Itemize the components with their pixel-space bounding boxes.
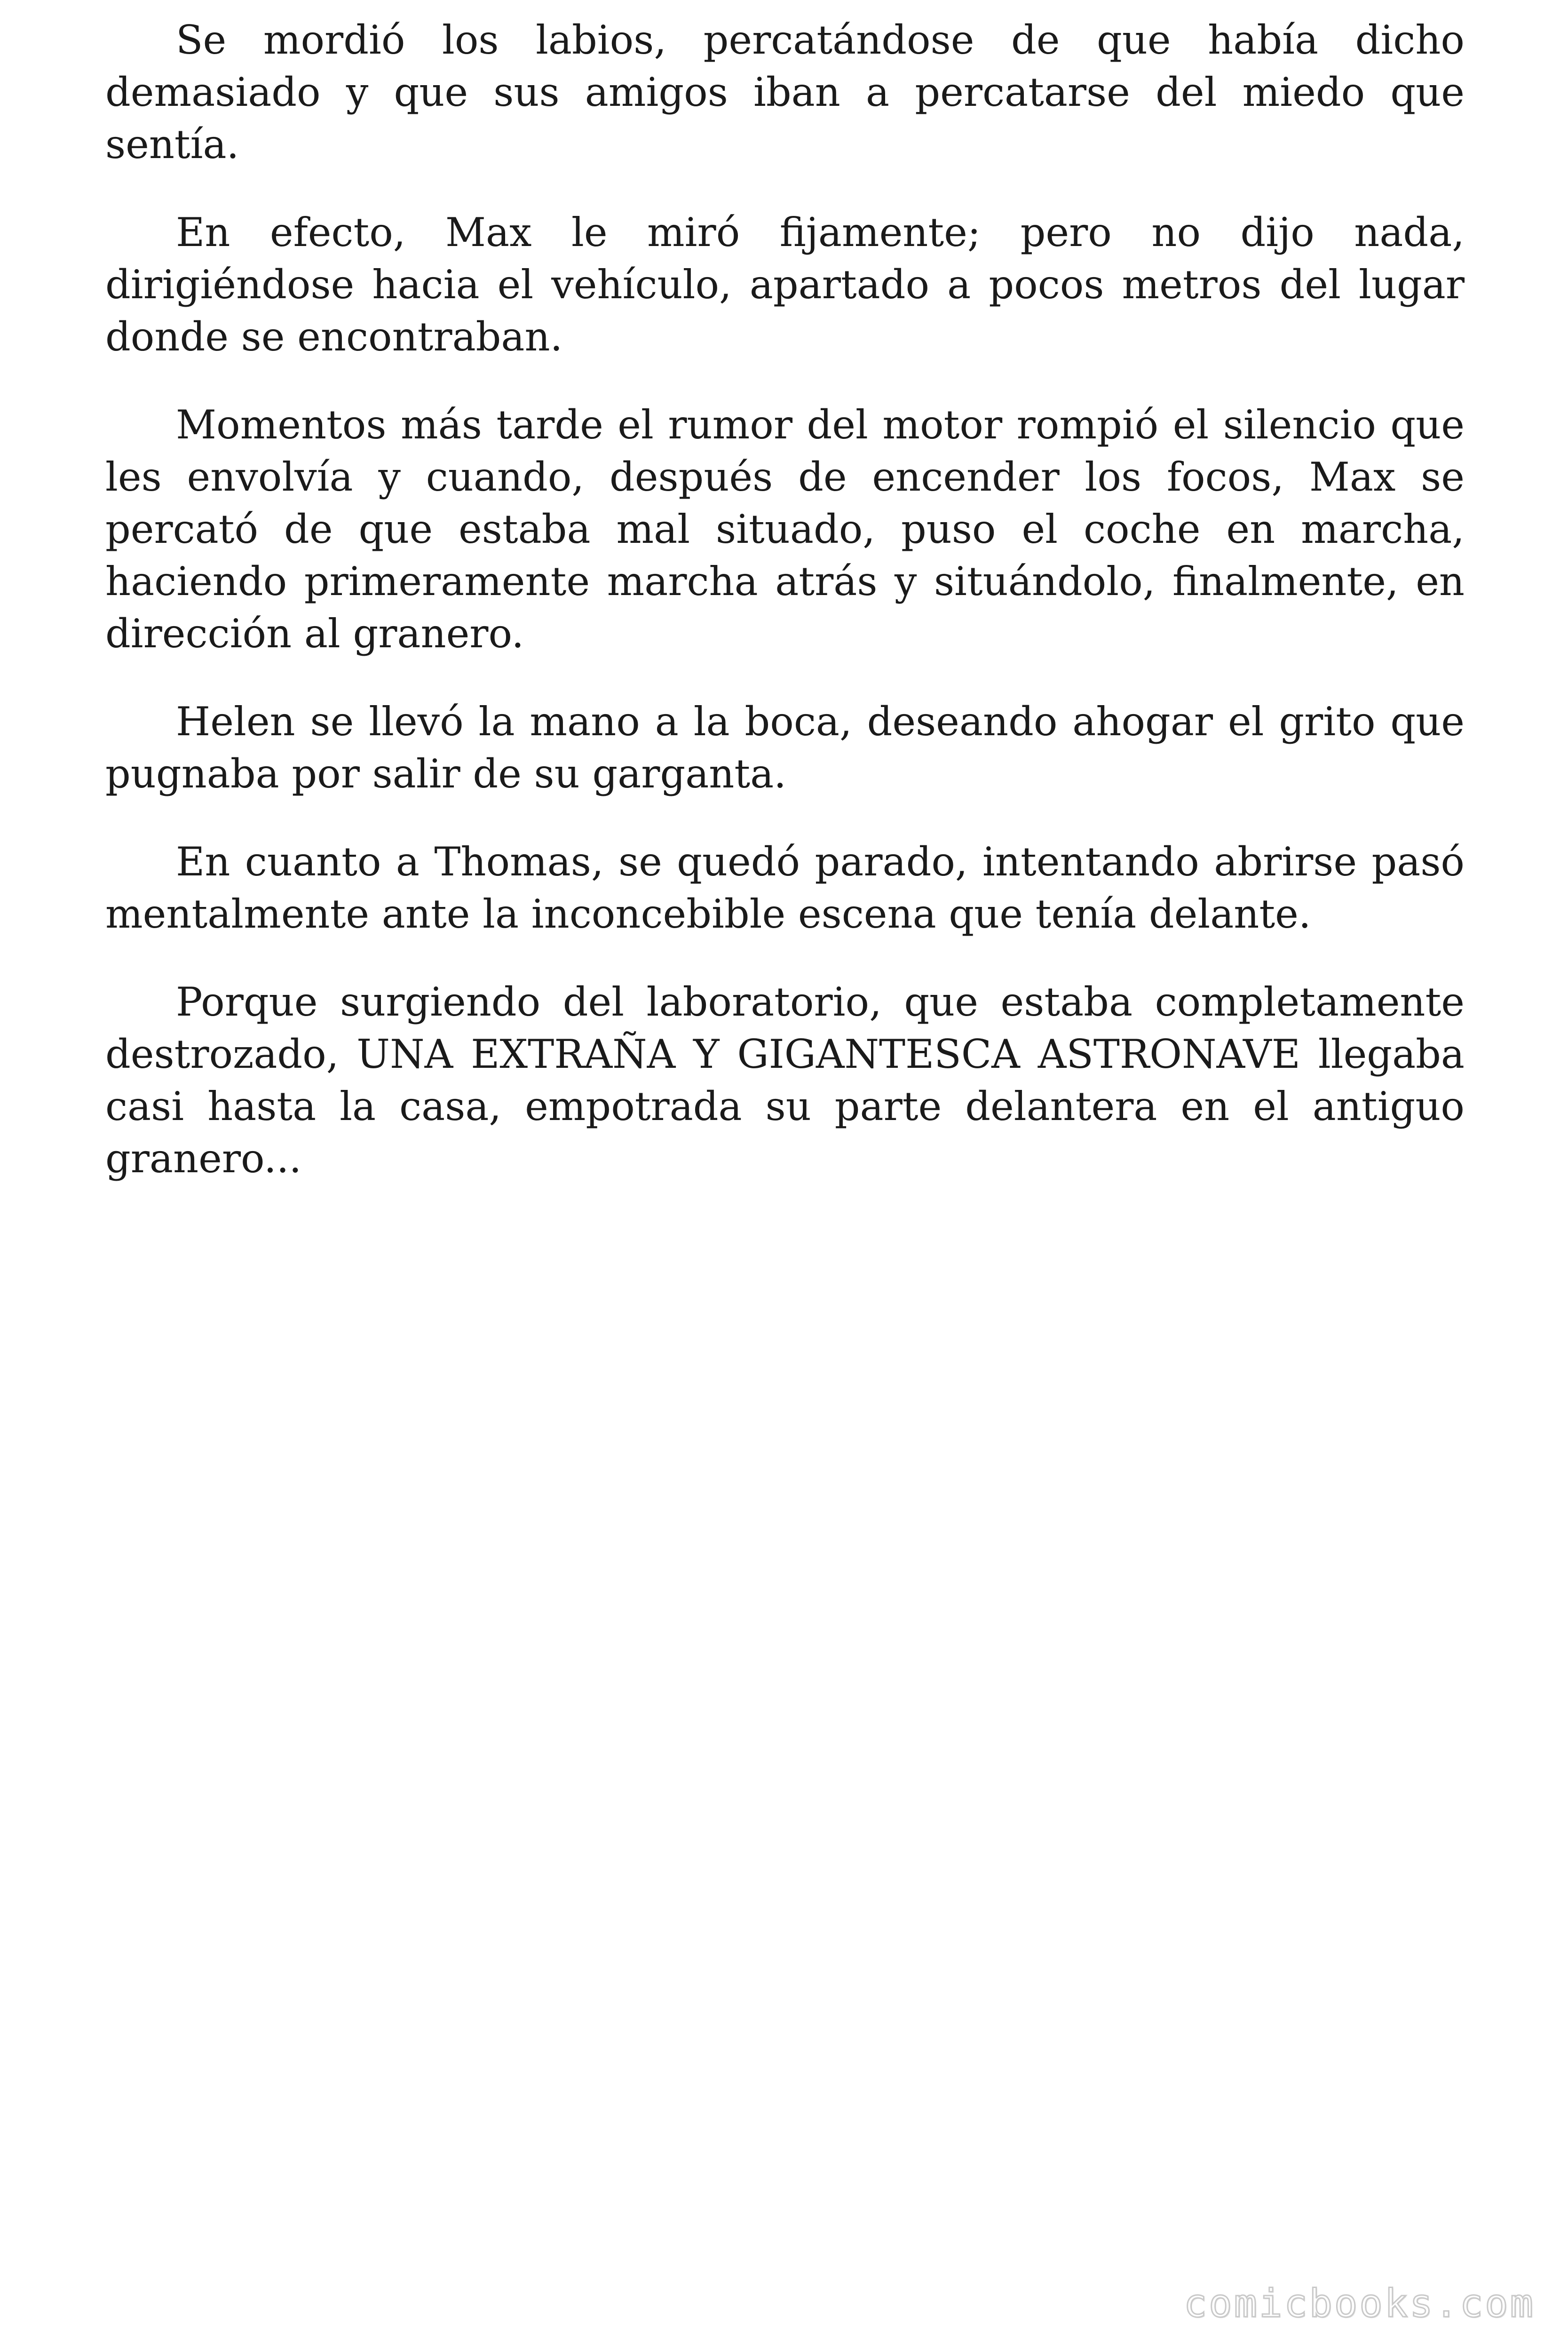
paragraph: Se mordió los labios, percatándose de que había dicho demasiado y que sus amigos iban a percatarse del miedo que sentía.	[105, 17, 1465, 167]
paragraph: Helen se llevó la mano a la boca, deseando ahogar el grito que pugnaba por salir de su garganta.	[105, 699, 1465, 797]
paragraph: Momentos más tarde el rumor del motor rompió el silencio que les envolvía y cuando, después de encender los focos, Max se percató de que estaba mal situado, puso el coche en marcha, haciendo primeramente marcha atrás y situándolo, finalmente, en dirección al granero.	[105, 402, 1465, 657]
paragraph: Porque surgiendo del laboratorio, que estaba completamente destrozado, UNA EXTRAÑA Y GIGANTESCA ASTRONAVE llegaba casi hasta la casa, empotrada su parte delantera en el antiguo granero...	[105, 979, 1465, 1182]
paragraph: En cuanto a Thomas, se quedó parado, intentando abrirse pasó mentalmente ante la inconcebible escena que tenía delante.	[105, 839, 1465, 937]
paragraph: En efecto, Max le miró fijamente; pero no dijo nada, dirigiéndose hacia el vehículo, apartado a pocos metros del lugar donde se encontraban.	[105, 209, 1465, 360]
body-text	[105, 14, 1465, 1221]
watermark: comicbooks.com	[1183, 2281, 1535, 2326]
